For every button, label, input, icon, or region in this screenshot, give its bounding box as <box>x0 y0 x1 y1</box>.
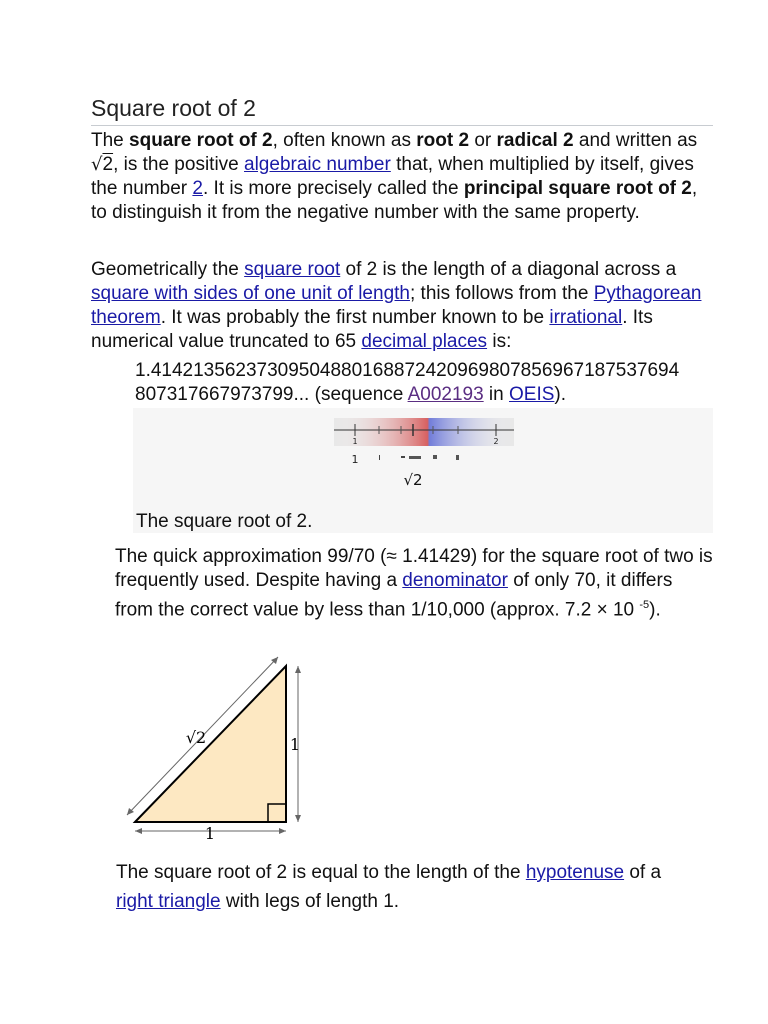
minor-label-mark <box>456 455 459 460</box>
digits-line-2 <box>135 383 725 407</box>
page-title: Square root of 2 <box>91 94 713 126</box>
digits-text: in <box>483 384 510 405</box>
intro-text: . It is more precisely called the <box>202 178 464 199</box>
link-irrational[interactable]: irrational <box>549 307 623 328</box>
triangle-shape <box>135 666 286 822</box>
minor-label-mark <box>433 455 437 459</box>
intro-text: or <box>469 130 497 151</box>
geometry-text: is: <box>487 331 512 352</box>
link-right-triangle[interactable]: right triangle <box>116 891 221 912</box>
geometry-text: of 2 is the length of a diagonal across a <box>340 259 677 280</box>
link-oeis[interactable]: OEIS <box>509 384 555 405</box>
digits-text: ). <box>554 384 567 405</box>
dimension-arrowhead <box>295 815 301 822</box>
dimension-arrowhead <box>295 666 301 673</box>
geometry-text: ; this follows from the <box>409 283 594 304</box>
tick-label-top-1: 1 <box>352 437 358 446</box>
link-denominator[interactable]: denominator <box>402 570 508 591</box>
triangle-caption <box>116 858 696 916</box>
intro-text: , to distinguish it from the negative number with the same property. <box>91 178 698 223</box>
side-label: 1 <box>289 735 301 754</box>
intro-text: that, when multiplied by itself, gives the number <box>91 154 694 199</box>
approx-text: The quick approximation 99/70 (≈ 1.41429) for the square root of two is frequently used. Despite having a <box>115 546 713 591</box>
number-line-caption: The square root of 2. <box>136 511 313 532</box>
digits-line-1: 1.41421356237309504880168872420969807856967187537694 <box>135 360 680 381</box>
geometry-text: Geometrically the <box>91 259 245 280</box>
minor-label-mark <box>409 456 421 459</box>
intro-text: , often known as <box>272 130 417 151</box>
tick-label-top-2: 2 <box>493 437 499 446</box>
dimension-arrowhead <box>279 828 286 834</box>
link-a002193[interactable]: A002193 <box>407 384 484 405</box>
geometry-text: . Its numerical value truncated to 65 <box>91 307 653 352</box>
dimension-arrowhead <box>135 828 142 834</box>
intro-paragraph <box>91 129 716 225</box>
digits-text: 807317667973799... (sequence <box>135 384 408 405</box>
sqrt-notation <box>91 154 113 175</box>
minor-label-mark <box>401 456 405 458</box>
link-pythagorean-theorem[interactable]: Pythagorean theorem <box>91 283 702 328</box>
approx-text: ). <box>649 599 661 621</box>
caption-text: of a <box>624 862 662 883</box>
minor-label-mark <box>379 455 380 460</box>
sqrt2-label: √2 <box>403 471 423 489</box>
caption-text: with legs of length 1. <box>220 891 400 912</box>
geometry-paragraph <box>91 258 716 354</box>
hypotenuse-label: √2 <box>185 728 207 747</box>
link-square-root[interactable]: square root <box>244 259 341 280</box>
term-radical-2: radical 2 <box>496 130 574 151</box>
intro-text: and written as <box>573 130 698 151</box>
geometry-text: . It was probably the first number known to be <box>160 307 550 328</box>
sqrt2-decimal-value <box>135 359 725 407</box>
term-principal-square-root: principal square root of 2 <box>463 178 692 199</box>
term-square-root-of-2: square root of 2 <box>129 130 273 151</box>
tick-label-bottom-1: 1 <box>351 453 359 466</box>
number-line-gradient <box>334 418 514 446</box>
intro-text: , is the positive <box>113 154 245 175</box>
radicand: 2 <box>102 154 114 175</box>
link-unit-square[interactable]: square with sides of one unit of length <box>91 283 410 304</box>
base-label: 1 <box>204 824 216 843</box>
link-algebraic-number[interactable]: algebraic number <box>244 154 391 175</box>
approx-text: of only 70, it differs from the correct value by less than 1/10,000 (approx. 7.2 × 10 <box>115 570 673 621</box>
right-triangle-figure[interactable] <box>118 648 318 848</box>
link-hypotenuse[interactable]: hypotenuse <box>525 862 625 883</box>
link-decimal-places[interactable]: decimal places <box>361 331 488 352</box>
radical-sign: √ <box>91 154 103 175</box>
approximation-paragraph <box>115 545 715 622</box>
caption-text: The square root of 2 is equal to the length of the <box>116 862 526 883</box>
intro-text: The <box>91 130 130 151</box>
term-root-2: root 2 <box>416 130 470 151</box>
exponent: -5 <box>639 599 650 611</box>
link-number-2[interactable]: 2 <box>192 178 203 199</box>
